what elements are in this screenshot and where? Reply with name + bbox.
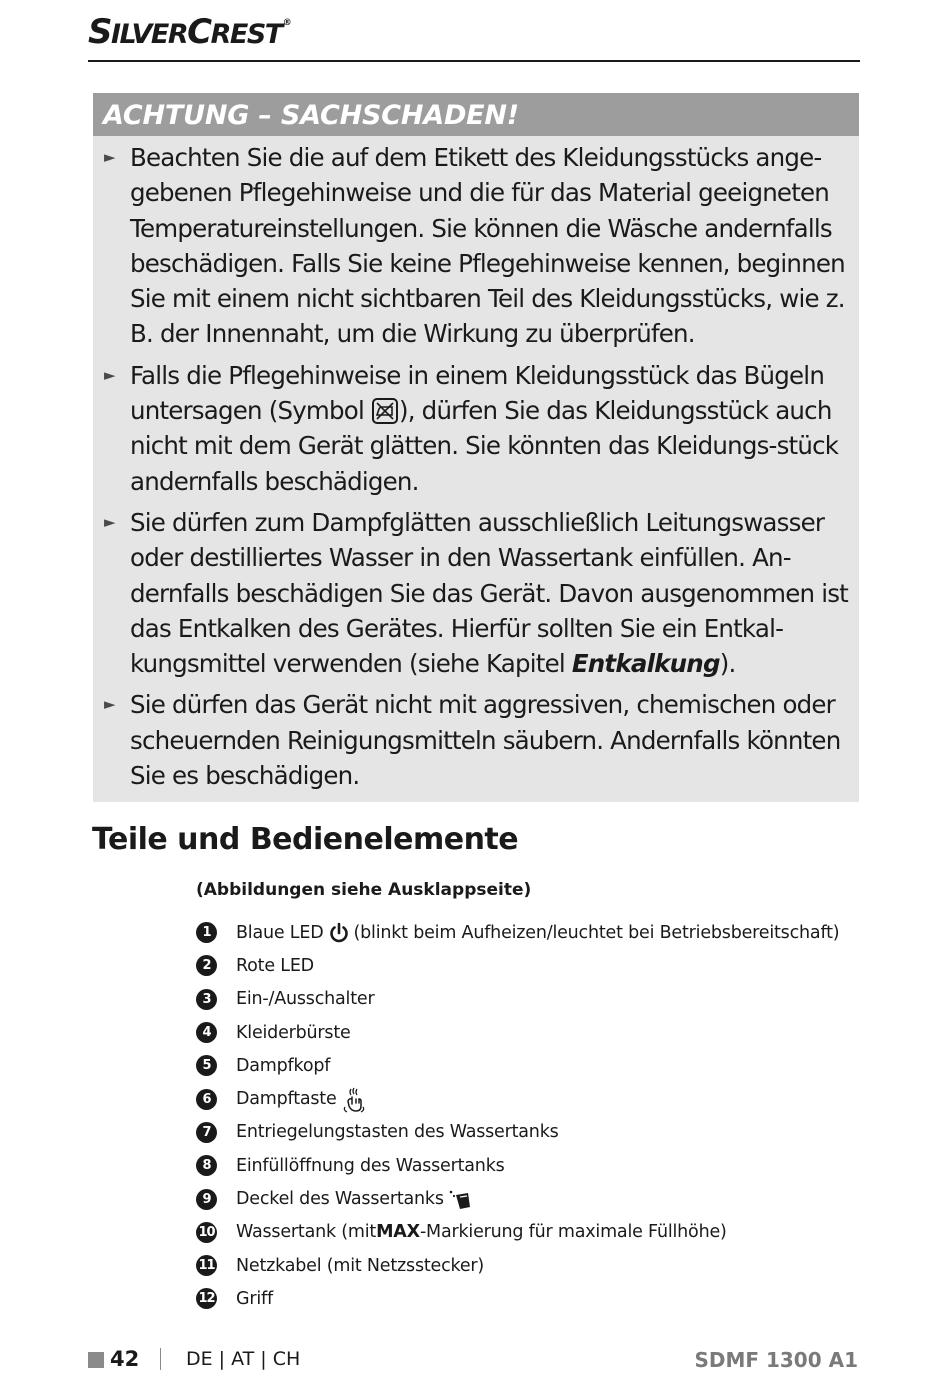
page-footer [88,1345,860,1375]
page-number: 42 [110,1347,140,1371]
section-title: Teile und Bedienelemente [92,822,519,857]
chapter-reference: Entkalkung [571,649,720,679]
model-number: SDMF 1300 A1 [694,1348,858,1372]
item-number: 3 [196,989,217,1010]
list-item: 11 Netzkabel (mit Netzsstecker) [196,1249,839,1282]
water-fill-icon [448,1187,474,1211]
list-item: 5 Dampfkopf [196,1049,839,1082]
figure-note: (Abbildungen siehe Ausklappseite) [196,880,532,900]
list-item: 1 Blaue LED (blinkt beim Aufheizen/leuchtet bei Betriebsbereitschaft) [196,916,839,949]
list-item: 10 Wassertank (mit MAX -Markierung für maximale Füllhöhe) [196,1216,839,1249]
page-header [88,8,860,62]
list-item: 2 Rote LED [196,949,839,982]
warning-item: ► Falls die Pflegehinweise in einem Kleidungsstück das Bügeln untersagen (Symbol ), dürfen Sie das Kleidungsstück auch nicht mit dem Gerät glätten. Sie könnten das Kleidungs-stück andernfalls beschädigen. [93,358,859,499]
item-number: 10 [196,1222,217,1243]
list-item: 12 Griff [196,1282,839,1315]
list-item: 8 Einfüllöffnung des Wassertanks [196,1149,839,1182]
list-item: 3 Ein-/Ausschalter [196,983,839,1016]
warning-item: ► Sie dürfen das Gerät nicht mit aggressiven, chemischen oder scheuernden Reinigungsmitteln säubern. Andernfalls könnten Sie es beschädigen. [93,687,859,793]
item-number: 8 [196,1155,217,1176]
item-number: 9 [196,1189,217,1210]
brand-logo: SILVERCREST® [88,12,291,52]
warning-item: ► Sie dürfen zum Dampfglätten ausschließlich Leitungswasser oder destilliertes Wasser in den Wassertank einfüllen. An-dernfalls beschädigen Sie das Gerät. Davon ausgenommen ist das Entkalken des Gerätes. Hierfür sollten Sie ein Entkal-kungsmittel verwenden (siehe Kapitel Entkalkung). [93,505,859,681]
item-number: 12 [196,1288,217,1309]
power-icon [328,922,350,944]
list-item: 7 Entriegelungstasten des Wassertanks [196,1116,839,1149]
item-number: 1 [196,922,217,943]
item-number: 6 [196,1089,217,1110]
warning-item: ► Beachten Sie die auf dem Etikett des Kleidungsstücks ange-gebenen Pflegehinweise und die für das Material geeigneten Temperatureinstellungen. Sie können die Wäsche andernfalls beschädigen. Falls Sie keine Pflegehinweise kennen, beginnen Sie mit einem nicht sichtbaren Teil des Kleidungsstücks, wie z. B. der Innennaht, um die Wirkung zu überprüfen. [93,140,859,352]
no-ironing-icon [372,398,398,424]
item-number: 2 [196,955,217,976]
item-number: 4 [196,1022,217,1043]
warning-list [93,136,859,793]
arrow-bullet-icon: ► [104,695,115,714]
warning-title: ACHTUNG – SACHSCHADEN! [93,93,859,136]
country-codes: DE | AT | CH [186,1348,301,1370]
warning-box [93,93,859,802]
arrow-bullet-icon: ► [104,512,115,531]
list-item: 6 Dampftaste [196,1082,839,1115]
footer-square-icon [88,1352,104,1368]
item-number: 11 [196,1255,217,1276]
item-number: 7 [196,1122,217,1143]
arrow-bullet-icon: ► [104,365,115,384]
footer-divider [160,1348,161,1370]
item-number: 5 [196,1055,217,1076]
list-item: 4 Kleiderbürste [196,1016,839,1049]
list-item: 9 Deckel des Wassertanks [196,1182,839,1215]
arrow-bullet-icon: ► [104,148,115,166]
parts-list [196,916,839,1316]
steam-hand-icon [341,1085,367,1113]
